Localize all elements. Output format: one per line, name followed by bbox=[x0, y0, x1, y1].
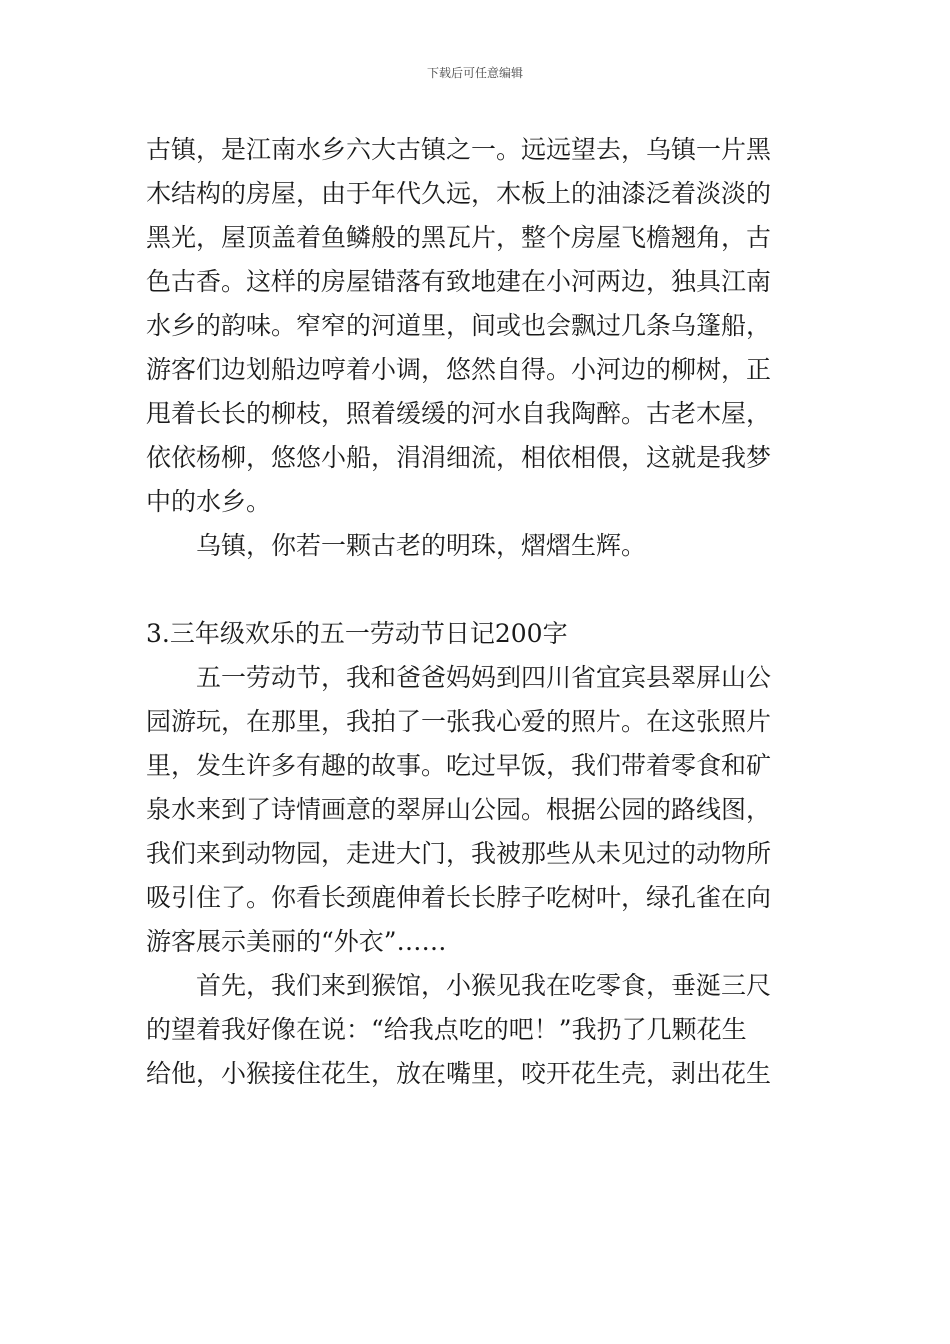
text-line: 木结构的房屋，由于年代久远，木板上的油漆泛着淡淡的 bbox=[146, 179, 772, 208]
text-line: 的望着我好像在说：“给我点吃的吧！”我扔了几颗花生 bbox=[146, 1015, 747, 1044]
text-line: 五一劳动节，我和爸爸妈妈到四川省宜宾县翠屏山公 bbox=[196, 663, 772, 692]
text-line: 中的水乡。 bbox=[146, 487, 272, 516]
paragraph-wuzhen-closing bbox=[146, 524, 818, 568]
text-line: 乌镇，你若一颗古老的明珠，熠熠生辉。 bbox=[196, 531, 647, 560]
page-header-note: 下载后可任意编辑 bbox=[426, 66, 523, 80]
text-line: 里，发生许多有趣的故事。吃过早饭，我们带着零食和矿 bbox=[146, 751, 772, 780]
text-line: 依依杨柳，悠悠小船，涓涓细流，相依相偎，这就是我梦 bbox=[146, 443, 772, 472]
text-line: 色古香。这样的房屋错落有致地建在小河两边，独具江南 bbox=[146, 267, 772, 296]
text-line: 水乡的韵味。窄窄的河道里，间或也会飘过几条乌篷船， bbox=[146, 311, 772, 340]
paragraph-monkey-house bbox=[146, 964, 818, 1096]
text-line: 游客展示美丽的“外衣”…… bbox=[146, 927, 447, 956]
text-line: 给他，小猴接住花生，放在嘴里，咬开花生壳，剥出花生 bbox=[146, 1059, 772, 1088]
paragraph-may-day-trip bbox=[146, 656, 818, 964]
section-title: 3.三年级欢乐的五一劳动节日记200字 bbox=[146, 619, 568, 648]
document-body bbox=[146, 128, 818, 1096]
text-line: 甩着长长的柳枝，照着缓缓的河水自我陶醉。古老木屋， bbox=[146, 399, 772, 428]
paragraph-wuzhen-description bbox=[146, 128, 818, 524]
text-line: 游客们边划船边哼着小调，悠然自得。小河边的柳树，正 bbox=[146, 355, 772, 384]
text-line: 古镇，是江南水乡六大古镇之一。远远望去，乌镇一片黑 bbox=[146, 135, 772, 164]
text-line: 我们来到动物园，走进大门，我被那些从未见过的动物所 bbox=[146, 839, 772, 868]
text-line: 园游玩，在那里，我拍了一张我心爱的照片。在这张照片 bbox=[146, 707, 772, 736]
section-spacer bbox=[146, 568, 818, 612]
text-line: 黑光，屋顶盖着鱼鳞般的黑瓦片，整个房屋飞檐翘角，古 bbox=[146, 223, 772, 252]
text-line: 泉水来到了诗情画意的翠屏山公园。根据公园的路线图， bbox=[146, 795, 772, 824]
text-line: 首先，我们来到猴馆，小猴见我在吃零食，垂涎三尺 bbox=[196, 971, 772, 1000]
text-line: 吸引住了。你看长颈鹿伸着长长脖子吃树叶，绿孔雀在向 bbox=[146, 883, 772, 912]
